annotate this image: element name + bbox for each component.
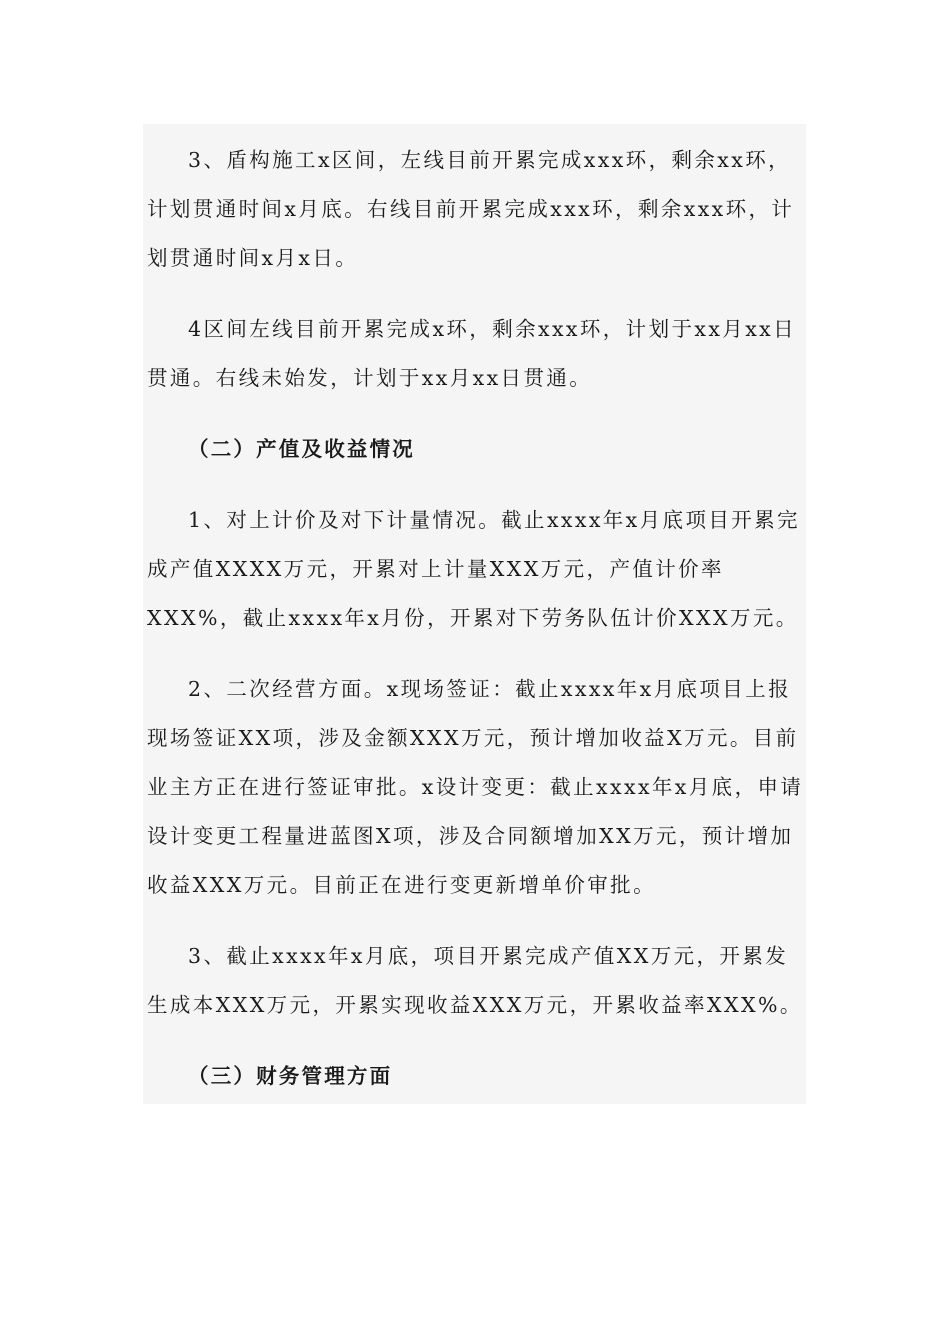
paragraph-revenue-summary: 3、截止xxxx年x月底，项目开累完成产值XX万元，开累发生成本XXX万元，开累实现收益XXX万元，开累收益率XXX%。 xyxy=(147,944,803,1017)
paragraph-secondary-operations: 2、二次经营方面。x现场签证：截止xxxx年x月底项目上报现场签证XX项，涉及金额XXX万元，预计增加收益X万元。目前业主方正在进行签证审批。x设计变更：截止xxxx年x月底，申请设计变更工程量进蓝图X项，涉及合同额增加XX万元，预计增加收益XXX万元。目前正在进行变更新增单价审批。 xyxy=(147,677,804,897)
paragraph-valuation: 1、对上计价及对下计量情况。截止xxxx年x月底项目开累完成产值XXXX万元，开累对上计量XXX万元，产值计价率XXX%，截止xxxx年x月份，开累对下劳务队伍计价XXX万元。 xyxy=(147,508,800,630)
paragraph-shield-progress: 3、盾构施工x区间，左线目前开累完成xxx环，剩余xx环，计划贯通时间x月底。右线目前开累完成xxx环，剩余xxx环，计划贯通时间x月x日。 xyxy=(147,148,795,270)
section-heading-output-revenue: （二）产值及收益情况 xyxy=(188,437,415,461)
paragraph-section4-progress: 4区间左线目前开累完成x环，剩余xxx环，计划于xx月xx日贯通。右线未始发，计划于xx月xx日贯通。 xyxy=(147,317,797,390)
document-body xyxy=(143,124,806,1104)
section-heading-finance: （三）财务管理方面 xyxy=(188,1064,393,1088)
